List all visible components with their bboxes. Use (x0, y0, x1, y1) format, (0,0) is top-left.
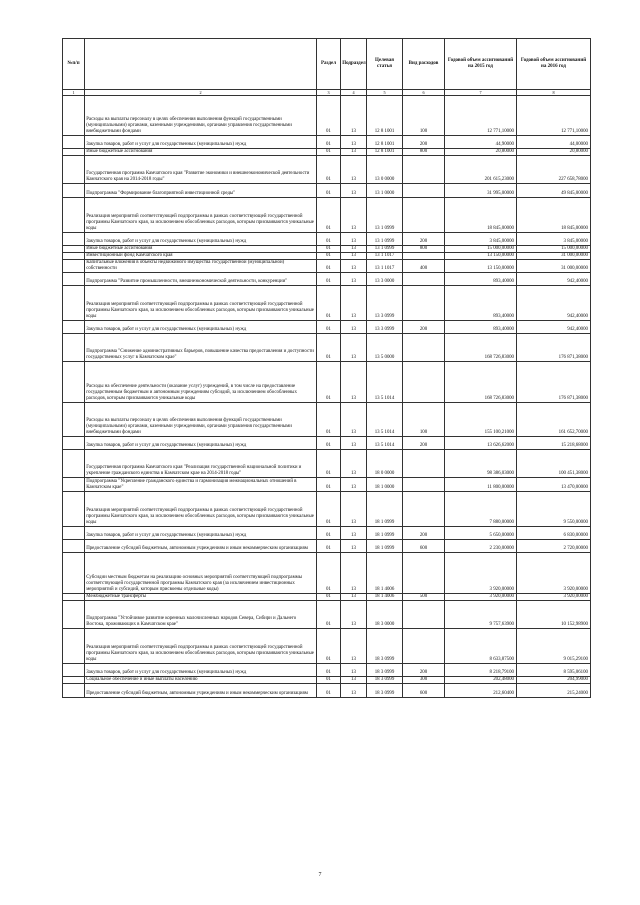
row-podrazdel-cell: 13 (341, 253, 367, 260)
row-target-article-cell: 13 1 0000 (367, 184, 403, 198)
row-amount-2016-cell: 227 658,78000 (517, 156, 591, 184)
row-amount-2016-cell: 3 920,00000 (517, 594, 591, 601)
row-amount-2015-cell: 13 150,00000 (445, 260, 517, 273)
row-razdel-cell: 01 (317, 362, 341, 403)
header-name (85, 39, 317, 90)
row-razdel-cell: 01 (317, 553, 341, 594)
row-amount-2015-cell: 18 845,00000 (445, 198, 517, 233)
row-razdel-cell: 01 (317, 184, 341, 198)
row-target-article-cell: 13 5 1014 (367, 403, 403, 437)
row-num-cell (63, 233, 85, 246)
row-expense-type-cell (403, 362, 445, 403)
row-razdel-cell: 01 (317, 594, 341, 601)
row-amount-2016-cell: 44,00000 (517, 136, 591, 149)
row-podrazdel-cell: 13 (341, 96, 367, 136)
row-amount-2015-cell: 13 626,62000 (445, 437, 517, 450)
row-amount-2015-cell: 7 880,00000 (445, 492, 517, 527)
row-amount-2015-cell: 15 000,00000 (445, 246, 517, 253)
row-target-article-cell: 13 0 0000 (367, 156, 403, 184)
row-name-cell: Реализация мероприятий соответствующей подпрограммы в рамках соответствующей государственной программы Камчатского края, за исключением обособленных расходов, которым присваиваются уникальные коды (85, 492, 317, 527)
row-name-cell: Инвестиционный фонд Камчатского края (85, 253, 317, 260)
row-name-cell: Подпрограмма "Формирование благоприятной инвестиционной среды" (85, 184, 317, 198)
row-podrazdel-cell: 13 (341, 149, 367, 156)
row-amount-2016-cell: 15 218,68000 (517, 437, 591, 450)
row-num-cell (63, 601, 85, 629)
row-num-cell (63, 136, 85, 149)
row-num-cell (63, 253, 85, 260)
row-target-article-cell: 13 1 1017 (367, 260, 403, 273)
row-amount-2015-cell: 11 800,00000 (445, 478, 517, 492)
row-name-cell: Межбюджетные трансферты (85, 594, 317, 601)
row-razdel-cell: 01 (317, 629, 341, 664)
row-podrazdel-cell: 13 (341, 321, 367, 334)
row-amount-2016-cell: 10 152,98900 (517, 601, 591, 629)
row-amount-2015-cell: 12 771,10000 (445, 96, 517, 136)
row-name-cell: Предоставление субсидий бюджетным, автономным учреждениям и иным некоммерческим организациям (85, 540, 317, 553)
row-podrazdel-cell: 13 (341, 156, 367, 184)
row-razdel-cell: 01 (317, 334, 341, 362)
row-podrazdel-cell: 13 (341, 184, 367, 198)
row-podrazdel-cell: 13 (341, 403, 367, 437)
row-podrazdel-cell: 13 (341, 664, 367, 677)
row-name-cell: Реализация мероприятий соответствующей подпрограммы в рамках соответствующей государственной программы Камчатского края, за исключением обособленных расходов, которым присваиваются уникальные коды (85, 286, 317, 321)
row-target-article-cell: 18 3 0999 (367, 677, 403, 684)
table-row (63, 594, 591, 601)
row-num-cell (63, 273, 85, 286)
table-row (63, 629, 591, 664)
row-amount-2016-cell: 9 550,00000 (517, 492, 591, 527)
row-amount-2016-cell: 15 000,00000 (517, 246, 591, 253)
row-target-article-cell: 12 8 1001 (367, 149, 403, 156)
row-name-cell: Иные бюджетные ассигнования (85, 246, 317, 253)
table-row (63, 321, 591, 334)
row-amount-2015-cell: 155 100,21000 (445, 403, 517, 437)
table-row (63, 260, 591, 273)
table-row (63, 677, 591, 684)
colnum: 5 (367, 90, 403, 96)
row-razdel-cell: 01 (317, 96, 341, 136)
row-expense-type-cell: 200 (403, 136, 445, 149)
row-name-cell: Социальное обеспечение и иные выплаты населению (85, 677, 317, 684)
row-podrazdel-cell: 13 (341, 198, 367, 233)
row-amount-2015-cell: 31 995,00000 (445, 184, 517, 198)
row-expense-type-cell (403, 156, 445, 184)
table-row (63, 684, 591, 698)
row-name-cell: Подпрограмма "Развитие промышленности, внешнеэкономической деятельности, конкуренции" (85, 273, 317, 286)
header-target-article: Целевая статья (367, 39, 403, 90)
row-num-cell (63, 198, 85, 233)
row-num-cell (63, 527, 85, 540)
row-name-cell: Подпрограмма "Укрепление гражданского единства и гармонизация межнациональных отношений в Камчатском крае" (85, 478, 317, 492)
row-amount-2015-cell: 201 615,23000 (445, 156, 517, 184)
row-target-article-cell: 18 1 0000 (367, 478, 403, 492)
header-num: №п/п (63, 39, 85, 90)
row-amount-2015-cell: 893,40000 (445, 321, 517, 334)
table-row (63, 246, 591, 253)
row-num-cell (63, 629, 85, 664)
row-amount-2016-cell: 18 845,00000 (517, 198, 591, 233)
row-expense-type-cell: 200 (403, 321, 445, 334)
row-amount-2015-cell: 893,40000 (445, 273, 517, 286)
table-row (63, 664, 591, 677)
row-num-cell (63, 594, 85, 601)
row-razdel-cell: 01 (317, 492, 341, 527)
row-expense-type-cell: 100 (403, 403, 445, 437)
row-amount-2015-cell: 2 230,00000 (445, 540, 517, 553)
table-row (63, 273, 591, 286)
table-row (63, 362, 591, 403)
row-name-cell: Закупка товаров, работ и услуг для государственных (муниципальных) нужд (85, 321, 317, 334)
row-num-cell (63, 362, 85, 403)
row-amount-2016-cell: 20,80000 (517, 149, 591, 156)
row-expense-type-cell: 200 (403, 233, 445, 246)
row-amount-2016-cell: 2 720,00000 (517, 540, 591, 553)
row-expense-type-cell (403, 184, 445, 198)
row-amount-2015-cell: 168 726,83000 (445, 334, 517, 362)
row-expense-type-cell: 500 (403, 594, 445, 601)
row-amount-2015-cell: 168 726,83000 (445, 362, 517, 403)
colnum: 7 (445, 90, 517, 96)
row-num-cell (63, 450, 85, 478)
row-podrazdel-cell: 13 (341, 437, 367, 450)
colnum: 3 (317, 90, 341, 96)
row-podrazdel-cell: 13 (341, 136, 367, 149)
row-podrazdel-cell: 13 (341, 478, 367, 492)
row-name-cell: Субсидии местным бюджетам на реализацию основных мероприятий соответствующей подпрограммы соответствующей государственной программы Камчатского края (за исключением инвестиционных мероприятий и субсидий, которым присвоены отдельные коды) (85, 553, 317, 594)
budget-table (62, 38, 591, 698)
row-podrazdel-cell: 13 (341, 362, 367, 403)
row-expense-type-cell (403, 273, 445, 286)
row-amount-2015-cell: 44,90000 (445, 136, 517, 149)
row-amount-2015-cell: 9 757,63900 (445, 601, 517, 629)
row-amount-2016-cell: 13 470,00000 (517, 478, 591, 492)
colnum: 2 (85, 90, 317, 96)
row-num-cell (63, 321, 85, 334)
row-amount-2016-cell: 3 845,00000 (517, 233, 591, 246)
row-name-cell: Расходы на выплаты персоналу в целях обеспечения выполнения функций государственными (муниципальными) органами, казенными учреждениями, органами управления государственными внебюджетными фондами (85, 403, 317, 437)
row-target-article-cell: 18 3 0000 (367, 601, 403, 629)
row-expense-type-cell (403, 492, 445, 527)
row-expense-type-cell (403, 478, 445, 492)
row-expense-type-cell: 800 (403, 246, 445, 253)
row-target-article-cell: 13 3 0000 (367, 273, 403, 286)
row-num-cell (63, 664, 85, 677)
row-amount-2015-cell: 212,60400 (445, 684, 517, 698)
row-expense-type-cell (403, 450, 445, 478)
row-num-cell (63, 437, 85, 450)
row-razdel-cell: 01 (317, 149, 341, 156)
row-amount-2016-cell: 6 830,00000 (517, 527, 591, 540)
row-amount-2015-cell: 8 218,79100 (445, 664, 517, 677)
row-target-article-cell: 18 1 4006 (367, 594, 403, 601)
row-expense-type-cell (403, 629, 445, 664)
row-num-cell (63, 96, 85, 136)
row-target-article-cell: 12 8 1001 (367, 136, 403, 149)
row-podrazdel-cell: 13 (341, 450, 367, 478)
row-razdel-cell: 01 (317, 156, 341, 184)
row-name-cell: Расходы на обеспечение деятельности (оказание услуг) учреждений, в том числе на предоставление государственным бюджетным и автономным учреждениям субсидий, за исключением обособленных расходов, которым присваиваются уникальные коды (85, 362, 317, 403)
row-expense-type-cell (403, 253, 445, 260)
table-row (63, 437, 591, 450)
row-razdel-cell: 01 (317, 478, 341, 492)
row-name-cell: Расходы на выплаты персоналу в целях обеспечения выполнения функций государственными (муниципальными) органами, казенными учреждениями, органами управления государственными внебюджетными фондами (85, 96, 317, 136)
row-razdel-cell: 01 (317, 253, 341, 260)
table-body (63, 96, 591, 698)
row-target-article-cell: 13 1 0999 (367, 198, 403, 233)
row-target-article-cell: 18 1 0999 (367, 492, 403, 527)
row-num-cell (63, 149, 85, 156)
row-name-cell: Реализация мероприятий соответствующей подпрограммы в рамках соответствующей государственной программы Камчатского края, за исключением обособленных расходов, которым присваиваются уникальные коды (85, 629, 317, 664)
row-podrazdel-cell: 13 (341, 233, 367, 246)
row-expense-type-cell: 200 (403, 664, 445, 677)
colnum: 6 (403, 90, 445, 96)
row-razdel-cell: 01 (317, 260, 341, 273)
row-num-cell (63, 156, 85, 184)
table-row (63, 286, 591, 321)
row-target-article-cell: 18 1 0999 (367, 527, 403, 540)
row-razdel-cell: 01 (317, 136, 341, 149)
table-row (63, 156, 591, 184)
row-num-cell (63, 334, 85, 362)
row-amount-2015-cell: 5 650,00000 (445, 527, 517, 540)
row-amount-2016-cell: 31 000,00000 (517, 260, 591, 273)
row-amount-2016-cell: 942,40000 (517, 321, 591, 334)
table-row (63, 403, 591, 437)
table-row (63, 540, 591, 553)
row-amount-2016-cell: 49 845,00000 (517, 184, 591, 198)
row-amount-2015-cell: 13 150,00000 (445, 253, 517, 260)
row-num-cell (63, 540, 85, 553)
row-podrazdel-cell: 13 (341, 260, 367, 273)
budget-table-sheet (62, 38, 590, 698)
row-amount-2016-cell: 8 595,06100 (517, 664, 591, 677)
row-amount-2016-cell: 204,99000 (517, 677, 591, 684)
row-name-cell: Предоставление субсидий бюджетным, автономным учреждениям и иным некоммерческим организациям (85, 684, 317, 698)
table-row (63, 553, 591, 594)
row-amount-2015-cell: 8 633,87500 (445, 629, 517, 664)
row-razdel-cell: 01 (317, 246, 341, 253)
row-expense-type-cell: 800 (403, 149, 445, 156)
row-razdel-cell: 01 (317, 540, 341, 553)
row-name-cell: Реализация мероприятий соответствующей подпрограммы в рамках соответствующей государственной программы Камчатского края, за исключением обособленных расходов, которым присваиваются уникальные коды (85, 198, 317, 233)
table-row (63, 96, 591, 136)
table-row (63, 198, 591, 233)
row-razdel-cell: 01 (317, 273, 341, 286)
row-razdel-cell: 01 (317, 198, 341, 233)
row-target-article-cell: 13 5 0000 (367, 334, 403, 362)
row-amount-2016-cell: 176 871,38000 (517, 334, 591, 362)
row-amount-2015-cell: 202,48000 (445, 677, 517, 684)
row-podrazdel-cell: 13 (341, 601, 367, 629)
row-target-article-cell: 18 3 0999 (367, 664, 403, 677)
table-row (63, 478, 591, 492)
row-num-cell (63, 478, 85, 492)
row-expense-type-cell: 400 (403, 260, 445, 273)
row-target-article-cell: 13 3 0999 (367, 321, 403, 334)
row-expense-type-cell: 200 (403, 527, 445, 540)
table-row (63, 450, 591, 478)
row-target-article-cell: 13 1 0999 (367, 246, 403, 253)
row-razdel-cell: 01 (317, 321, 341, 334)
row-expense-type-cell (403, 601, 445, 629)
row-target-article-cell: 18 0 0000 (367, 450, 403, 478)
row-razdel-cell: 01 (317, 684, 341, 698)
row-name-cell: Подпрограмма "Устойчивое развитие коренных малочисленных народов Севера, Сибири и Дальнего Востока, проживающих в Камчатском крае" (85, 601, 317, 629)
row-name-cell: Закупка товаров, работ и услуг для государственных (муниципальных) нужд (85, 233, 317, 246)
table-row (63, 149, 591, 156)
row-target-article-cell: 18 1 0999 (367, 540, 403, 553)
table-row (63, 334, 591, 362)
row-target-article-cell: 13 1 0999 (367, 233, 403, 246)
row-razdel-cell: 01 (317, 286, 341, 321)
row-num-cell (63, 677, 85, 684)
header-expense-type: Вид расходов (403, 39, 445, 90)
row-name-cell: Капитальные вложения в объекты недвижимого имущества государственной (муниципальной) собственности (85, 260, 317, 273)
table-row (63, 253, 591, 260)
table-row (63, 492, 591, 527)
row-target-article-cell: 13 5 1014 (367, 362, 403, 403)
row-amount-2015-cell: 3 920,00000 (445, 553, 517, 594)
row-podrazdel-cell: 13 (341, 684, 367, 698)
row-podrazdel-cell: 13 (341, 553, 367, 594)
row-podrazdel-cell: 13 (341, 246, 367, 253)
row-target-article-cell: 18 3 0999 (367, 629, 403, 664)
row-expense-type-cell (403, 286, 445, 321)
row-target-article-cell: 13 3 0999 (367, 286, 403, 321)
row-num-cell (63, 184, 85, 198)
row-amount-2015-cell: 3 920,00000 (445, 594, 517, 601)
row-num-cell (63, 684, 85, 698)
row-name-cell: Государственная программа Камчатского края "Развитие экономики и внешнеэкономической деятельности Камчатского края на 2014-2018 годы" (85, 156, 317, 184)
row-razdel-cell: 01 (317, 403, 341, 437)
row-razdel-cell: 01 (317, 677, 341, 684)
table-row (63, 136, 591, 149)
row-razdel-cell: 01 (317, 437, 341, 450)
row-razdel-cell: 01 (317, 450, 341, 478)
row-target-article-cell: 12 8 1001 (367, 96, 403, 136)
row-expense-type-cell (403, 334, 445, 362)
row-name-cell: Государственная программа Камчатского края "Реализация государственной национальной политики и укрепление гражданского единства в Камчатском крае на 2014-2018 годы" (85, 450, 317, 478)
row-name-cell: Закупка товаров, работ и услуг для государственных (муниципальных) нужд (85, 527, 317, 540)
row-podrazdel-cell: 13 (341, 492, 367, 527)
row-amount-2016-cell: 215,24000 (517, 684, 591, 698)
row-amount-2016-cell: 31 000,00000 (517, 253, 591, 260)
row-name-cell: Закупка товаров, работ и услуг для государственных (муниципальных) нужд (85, 664, 317, 677)
row-amount-2016-cell: 9 015,29100 (517, 629, 591, 664)
row-amount-2015-cell: 3 845,00000 (445, 233, 517, 246)
row-num-cell (63, 286, 85, 321)
row-expense-type-cell: 300 (403, 677, 445, 684)
row-amount-2016-cell: 942,40000 (517, 286, 591, 321)
row-razdel-cell: 01 (317, 233, 341, 246)
row-num-cell (63, 492, 85, 527)
row-num-cell (63, 553, 85, 594)
row-num-cell (63, 403, 85, 437)
row-expense-type-cell: 200 (403, 437, 445, 450)
row-amount-2015-cell: 20,80000 (445, 149, 517, 156)
row-podrazdel-cell: 13 (341, 677, 367, 684)
row-name-cell: Подпрограмма "Снижение административных барьеров, повышение качества предоставления и доступности государственных услуг в Камчатском крае" (85, 334, 317, 362)
row-amount-2016-cell: 942,40000 (517, 273, 591, 286)
row-amount-2015-cell: 893,40000 (445, 286, 517, 321)
row-target-article-cell: 13 1 1017 (367, 253, 403, 260)
row-name-cell: Закупка товаров, работ и услуг для государственных (муниципальных) нужд (85, 437, 317, 450)
row-target-article-cell: 18 1 4006 (367, 553, 403, 594)
header-2016: Годовой объем ассигнований на 2016 год (517, 39, 591, 90)
row-num-cell (63, 246, 85, 253)
row-expense-type-cell (403, 553, 445, 594)
row-podrazdel-cell: 13 (341, 334, 367, 362)
row-expense-type-cell: 100 (403, 96, 445, 136)
row-amount-2016-cell: 12 771,10000 (517, 96, 591, 136)
row-podrazdel-cell: 13 (341, 273, 367, 286)
header-razdel: Раздел (317, 39, 341, 90)
table-row (63, 184, 591, 198)
header-2015: Годовой объем ассигнований на 2015 год (445, 39, 517, 90)
row-podrazdel-cell: 13 (341, 540, 367, 553)
row-razdel-cell: 01 (317, 664, 341, 677)
row-expense-type-cell (403, 198, 445, 233)
table-row (63, 527, 591, 540)
row-amount-2016-cell: 176 871,38000 (517, 362, 591, 403)
row-podrazdel-cell: 13 (341, 594, 367, 601)
row-razdel-cell: 01 (317, 527, 341, 540)
table-header-row (63, 39, 591, 90)
table-row (63, 601, 591, 629)
colnum: 1 (63, 90, 85, 96)
row-amount-2016-cell: 161 652,70000 (517, 403, 591, 437)
row-name-cell: Закупка товаров, работ и услуг для государственных (муниципальных) нужд (85, 136, 317, 149)
table-row (63, 233, 591, 246)
row-name-cell: Иные бюджетные ассигнования (85, 149, 317, 156)
row-amount-2015-cell: 98 386,03000 (445, 450, 517, 478)
page-number: 7 (318, 872, 322, 878)
row-expense-type-cell: 600 (403, 684, 445, 698)
row-expense-type-cell: 600 (403, 540, 445, 553)
row-razdel-cell: 01 (317, 601, 341, 629)
colnum: 8 (517, 90, 591, 96)
row-podrazdel-cell: 13 (341, 527, 367, 540)
row-amount-2016-cell: 100 451,38000 (517, 450, 591, 478)
row-podrazdel-cell: 13 (341, 629, 367, 664)
row-amount-2016-cell: 3 920,00000 (517, 553, 591, 594)
row-podrazdel-cell: 13 (341, 286, 367, 321)
row-target-article-cell: 13 5 1014 (367, 437, 403, 450)
header-podrazdel: Подраздел (341, 39, 367, 90)
colnum: 4 (341, 90, 367, 96)
row-num-cell (63, 260, 85, 273)
row-target-article-cell: 18 3 0999 (367, 684, 403, 698)
